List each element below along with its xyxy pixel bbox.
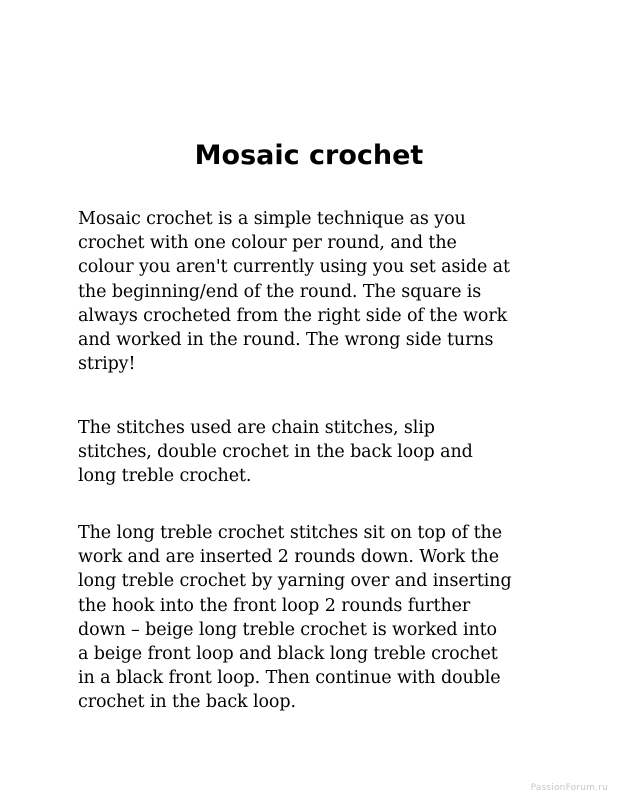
- text-line: colour you aren't currently using you set aside at: [78, 257, 510, 278]
- text-line: work and are inserted 2 rounds down. Work the: [78, 547, 499, 568]
- text-line: crochet with one colour per round, and the: [78, 233, 457, 254]
- text-line: in a black front loop. Then continue with double: [78, 668, 501, 689]
- paragraph-stitches: [78, 416, 558, 489]
- watermark: PassionForum.ru: [530, 783, 608, 793]
- page-title: Mosaic crochet: [194, 140, 424, 171]
- text-line: the hook into the front loop 2 rounds further: [78, 595, 471, 616]
- text-line: The stitches used are chain stitches, slip: [78, 418, 435, 438]
- text-line: down – beige long treble crochet is worked into: [78, 619, 497, 640]
- text-line: always crocheted from the right side of the work: [78, 305, 508, 326]
- text-line: crochet in the back loop.: [78, 692, 296, 713]
- paragraph-long-treble: [78, 521, 558, 715]
- text-line: the beginning/end of the round. The square is: [78, 281, 482, 302]
- text-line: a beige front loop and black long treble crochet: [78, 644, 498, 665]
- text-line: The long treble crochet stitches sit on top of the: [78, 523, 502, 543]
- text-line: and worked in the round. The wrong side turns: [78, 330, 494, 351]
- text-line: stripy!: [78, 354, 136, 375]
- text-line: long treble crochet.: [78, 466, 252, 487]
- text-line: long treble crochet by yarning over and inserting: [78, 571, 512, 592]
- text-line: Mosaic crochet is a simple technique as you: [78, 209, 466, 229]
- text-line: stitches, double crochet in the back loop and: [78, 442, 473, 463]
- paragraph-intro: [78, 207, 558, 376]
